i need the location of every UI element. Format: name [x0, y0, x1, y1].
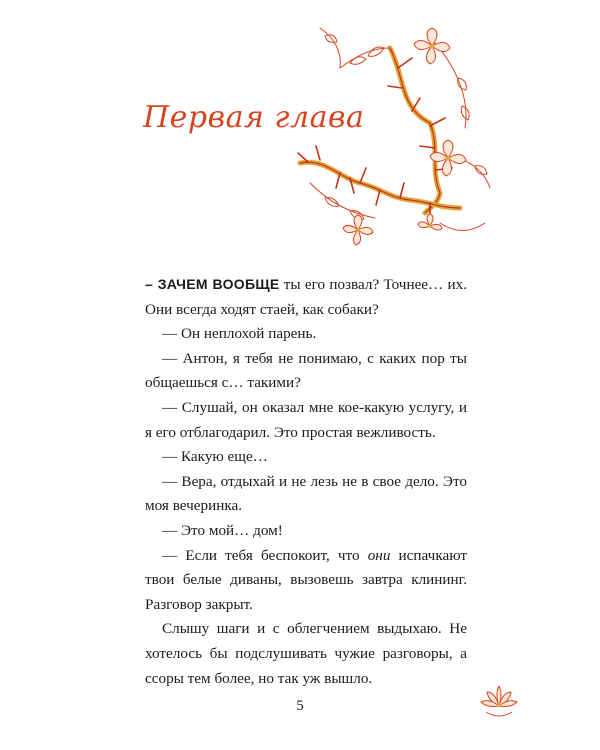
paragraph-4: — Слушай, он оказал мне кое-какую услугу, и я его отблагодарил. Это простая вежливость. — [145, 398, 467, 441]
flower-bottom — [343, 215, 373, 245]
paragraph-2: — Он неплохой парень. — [162, 325, 317, 343]
paragraph-8 — [145, 544, 467, 618]
paragraph-7: — Это мой… дом! — [162, 521, 283, 539]
chapter-title: Первая глава — [143, 100, 365, 135]
paragraph-8-text-b: испачкают твои белые диваны, вызовешь завтра клининг. Разговор закрыт. — [145, 546, 467, 613]
page-number: 5 — [296, 698, 304, 714]
paragraph-3: — Антон, я тебя не понимаю, с каких пор ты общаешься с… такими? — [145, 349, 467, 392]
emphasis-word: они — [367, 546, 391, 564]
flower-small — [418, 214, 442, 230]
paragraph-1 — [145, 272, 467, 322]
opening-caps: – ЗАЧЕМ ВООБЩЕ — [145, 276, 280, 292]
flower-top — [414, 28, 450, 64]
paragraph-8-text-a: — Если тебя беспокоит, что — [162, 546, 368, 564]
body-text — [145, 272, 467, 691]
paragraph-5: — Какую еще… — [162, 448, 268, 466]
paragraph-1-text: ты его позвал? Точнее… их. Они всегда ходят стаей, как собаки? — [145, 276, 468, 318]
corner-flower-icon — [478, 682, 520, 722]
paragraph-9: Слышу шаги и с облегчением выдыхаю. Не хотелось бы подслушивать чужие разговоры, а ссоры тем более, но так уж вышло. — [145, 620, 467, 687]
paragraph-6: — Вера, отдыхай и не лезь не в свое дело. Это моя вечеринка. — [145, 472, 467, 515]
